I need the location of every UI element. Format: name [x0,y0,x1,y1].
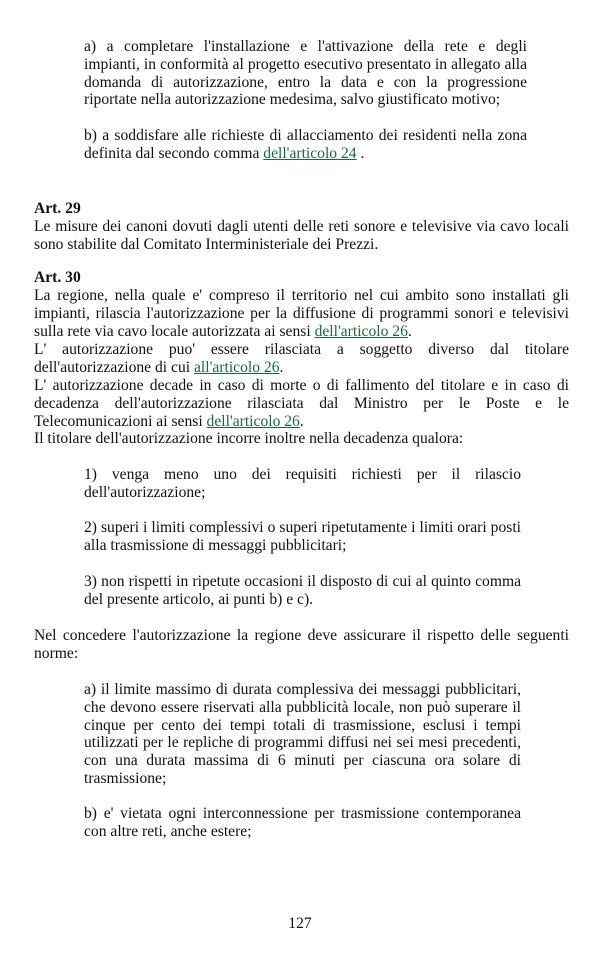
list-item: a) il limite massimo di durata complessiva dei messaggi pubblicitari, che devono essere riservati alla pubblicità locale, non può superare il cinque per cento dei tempi totali di trasmissione, esclusi i tempi utilizzati per le repliche di programmi diffusi nei sei mesi precedenti, con una durata massima di 6 minuti per ciascuna ora solare di trasmissione; [84,681,521,787]
item-b-after: . [356,144,365,162]
link-articolo-26-a[interactable]: dell'articolo 26 [314,322,408,340]
art30-paragraph-3 [34,377,569,430]
art30-p3-text: L' autorizzazione decade in caso di morte o di fallimento del titolare e in caso di decadenza dell'autorizzazione rilasciata dal Ministro per le Poste e le Telecomunicazioni ai sensi [34,377,569,430]
art30-p1-after: . [407,322,412,340]
page-number: 127 [288,915,312,932]
link-articolo-26-c[interactable]: dell'articolo 26 [206,412,300,430]
list-item: 1) venga meno uno dei requisiti richiesti per il rilascio dell'autorizzazione; [84,466,521,501]
item-b-text: b) a soddisfare alle richieste di allacciamento dei residenti nella zona definita dal secondo comma [84,127,527,162]
item-b-paragraph [84,127,527,163]
item-a-text: a) a completare l'installazione e l'attivazione della rete e degli impianti, in conformità al progetto esecutivo presentato in allegato alla domanda di autorizzazione, entro la data e con la progressione riportate nella autorizzazione medesima, salvo giustificato motivo; [84,38,527,109]
art30-p3-after: . [299,412,304,430]
list-item: 2) superi i limiti complessivi o superi ripetutamente i limiti orari posti alla trasmissione di messaggi pubblicitari; [84,519,521,554]
item-a-paragraph [84,38,527,109]
list-item: b) e' vietata ogni interconnessione per trasmissione contemporanea con altre reti, anche estere; [84,805,521,840]
art30-paragraph-2 [34,341,569,377]
art29-heading: Art. 29 [34,200,81,217]
art30-p2-text: L' autorizzazione puo' essere rilasciata a soggetto diverso dal titolare dell'autorizzazione di cui [34,341,569,376]
art30-p2-after: . [279,358,284,376]
link-articolo-26-b[interactable]: all'articolo 26 [193,358,280,376]
list-item: 3) non rispetti in ripetute occasioni il disposto di cui al quinto comma del presente articolo, ai punti b) e c). [84,573,521,608]
art30-paragraph-1 [34,287,569,340]
art30-paragraph-5: Nel concedere l'autorizzazione la regione deve assicurare il rispetto delle seguenti norme: [34,627,569,662]
art29-text: Le misure dei canoni dovuti dagli utenti delle reti sonore e televisive via cavo locali sono stabilite dal Comitato Interministeriale dei Prezzi. [34,218,569,253]
link-articolo-24[interactable]: dell'articolo 24 [263,144,357,162]
art30-heading: Art. 30 [34,269,81,286]
art30-p1-text: La regione, nella quale e' compreso il territorio nel cui ambito sono installati gli impianti, rilascia l'autorizzazione per la diffusione di programmi sonori e televisivi sulla rete via cavo locale autorizzata ai sensi [34,287,569,340]
art30-paragraph-4: Il titolare dell'autorizzazione incorre inoltre nella decadenza qualora: [34,430,464,447]
